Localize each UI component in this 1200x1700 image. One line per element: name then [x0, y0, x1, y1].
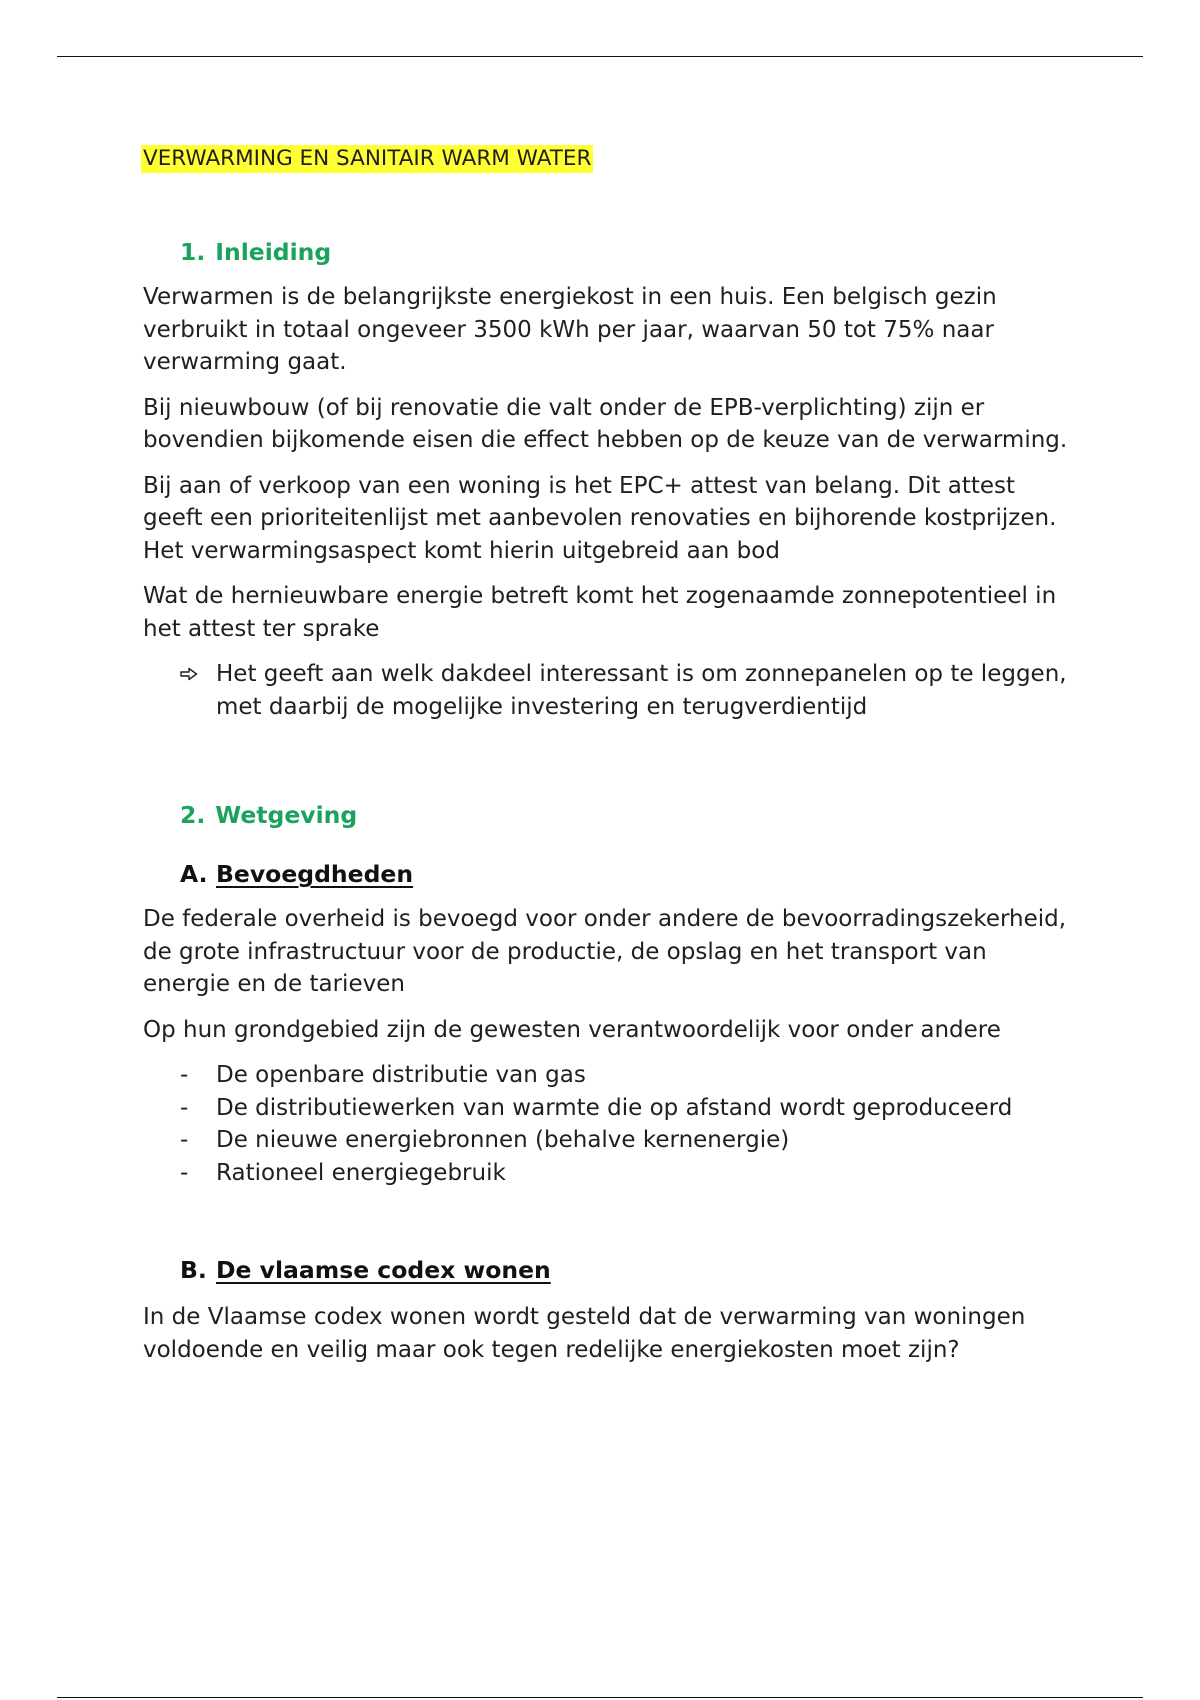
- list-item: - De nieuwe energiebronnen (behalve kernenergie): [143, 1124, 1073, 1157]
- dash-list: [143, 1059, 1073, 1189]
- list-item: - De distributiewerken van warmte die op afstand wordt geproduceerd: [143, 1092, 1073, 1125]
- paragraph: De federale overheid is bevoegd voor onder andere de bevoorradingszekerheid, de grote infrastructuur voor de productie, de opslag en het transport van energie en de tarieven: [143, 906, 1067, 997]
- dash-bullet: -: [180, 1127, 189, 1153]
- list-item: Het geeft aan welk dakdeel interessant is om zonnepanelen op te leggen, met daarbij de mogelijke investering en terugverdientijd: [143, 658, 1073, 723]
- paragraph: Bij aan of verkoop van een woning is het EPC+ attest van belang. Dit attest geeft een prioriteitenlijst met aanbevolen renovaties en bijhorende kostprijzen. Het verwarmingsaspect komt hierin uitgebreid aan bod: [143, 472, 1057, 564]
- page-bottom-rule: [57, 1697, 1143, 1698]
- dash-bullet: -: [180, 1094, 189, 1121]
- paragraph: Op hun grondgebied zijn de gewesten verantwoordelijk voor onder andere: [143, 1016, 1001, 1043]
- paragraph: Bij nieuwbouw (of bij renovatie die valt onder de EPB-verplichting) zijn er bovendien bijkomende eisen die effect hebben op de keuze van de verwarming.: [143, 394, 1068, 453]
- right-arrow-outline-icon: [180, 658, 198, 691]
- dash-bullet: -: [180, 1159, 189, 1186]
- document-body: [143, 142, 1073, 1366]
- paragraph: In de Vlaamse codex wonen wordt gesteld dat de verwarming van woningen voldoende en veilig maar ook tegen redelijke energiekosten moet zijn?: [143, 1304, 1026, 1363]
- paragraph: Verwarmen is de belangrijkste energiekost in een huis. Een belgisch gezin verbruikt in totaal ongeveer 3500 kWh per jaar, waarvan 50 tot 75% naar verwarming gaat.: [143, 284, 997, 375]
- subsection-heading-bevoegdheden: A. Bevoegdheden: [180, 860, 414, 888]
- section-heading-wetgeving: 2. Wetgeving: [180, 801, 358, 829]
- document-title: [143, 142, 1073, 170]
- paragraph: Wat de hernieuwbare energie betreft komt het zogenaamde zonnepotentieel in het attest ter sprake: [143, 583, 1057, 642]
- page-top-rule: [57, 56, 1143, 57]
- document-title-text: VERWARMING EN SANITAIR WARM WATER: [143, 146, 592, 171]
- list-item: - De openbare distributie van gas: [143, 1059, 1073, 1092]
- list-item: - Rationeel energiegebruik: [143, 1157, 1073, 1190]
- dash-bullet: -: [180, 1062, 189, 1088]
- subsection-heading-vlaamse-codex: B. De vlaamse codex wonen: [180, 1256, 551, 1284]
- arrow-list: [143, 658, 1073, 723]
- section-heading-inleiding: 1. Inleiding: [180, 238, 332, 266]
